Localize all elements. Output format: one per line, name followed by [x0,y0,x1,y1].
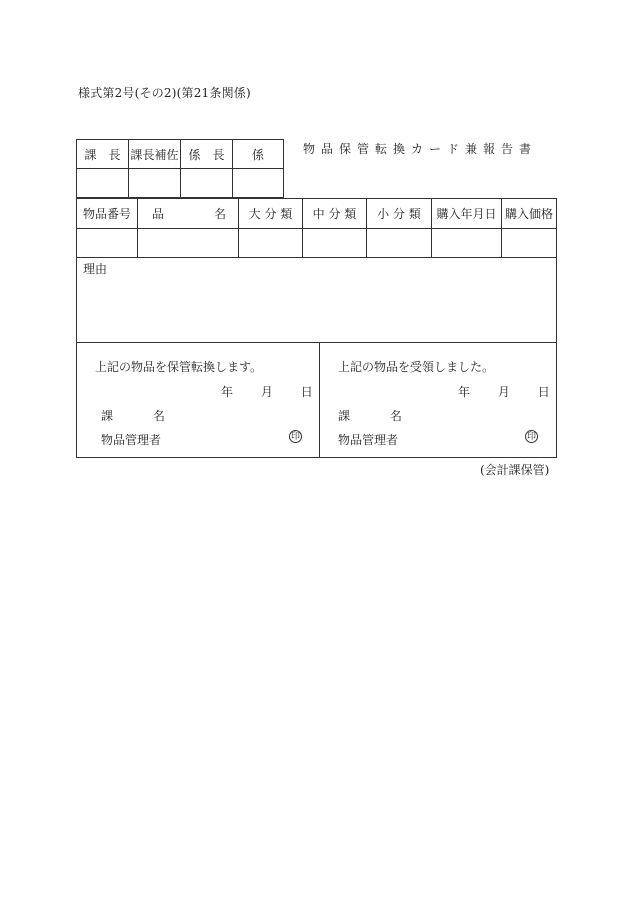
transfer-month-label: 月 [260,385,273,399]
table-row [77,228,556,258]
approval-stamp-assistant-chief[interactable] [129,169,181,197]
header-purchase-date: 購入年月日 [432,199,502,228]
approval-header-staff: 係 [233,140,283,169]
header-item-number: 物品番号 [77,199,138,228]
receipt-section-label-1: 課 [338,409,351,423]
approval-stamp-subsection-chief[interactable] [181,169,233,197]
table-header-row [77,199,556,229]
transfer-section-name [101,407,165,424]
department-note: (会計課保管) [480,463,550,477]
header-item-name-part2: 名 [214,207,227,221]
cell-major-category[interactable] [239,228,303,257]
cell-middle-category[interactable] [303,228,367,257]
transfer-year-label: 年 [221,385,234,399]
receipt-statement: 上記の物品を受領しました。 [338,360,495,374]
header-minor-category: 小 分 類 [367,199,432,228]
receipt-date [458,383,550,400]
document-title: 物品保管転換カード兼報告書 [303,142,538,156]
form-reference: 様式第2号(その2)(第21条関係) [78,86,251,100]
receipt-section-name [338,407,402,424]
approval-header-subsection-chief: 係 長 [181,140,233,169]
receipt-month-label: 月 [497,385,510,399]
receipt-section-label-2: 名 [389,409,402,423]
transfer-date [221,383,313,400]
transfer-day-label: 日 [300,385,313,399]
header-major-category: 大 分 類 [239,199,303,228]
transfer-receipt-area [77,343,556,457]
header-purchase-price: 購入価格 [504,207,553,221]
cell-purchase-price[interactable] [502,228,556,257]
transfer-section-label-1: 課 [101,409,114,423]
transfer-manager-label: 物品管理者 [101,433,162,447]
reason-label: 理由 [83,262,108,276]
cell-purchase-date[interactable] [432,228,502,257]
approval-stamp-staff[interactable] [233,169,283,197]
receipt-section [320,343,556,457]
header-item-name [138,199,239,228]
transfer-section-label-2: 名 [152,409,165,423]
transfer-statement: 上記の物品を保管転換します。 [95,360,263,374]
approval-header-assistant-chief: 課長補佐 [129,140,181,169]
cell-item-name[interactable] [138,228,239,257]
transfer-section [77,343,320,457]
receipt-manager-label: 物品管理者 [338,433,399,447]
item-transfer-table [76,198,557,458]
seal-icon: 印 [526,432,536,442]
approval-header-section-chief: 課 長 [77,140,129,169]
header-item-name-part1: 品 [152,207,165,221]
approval-stamp-section-chief[interactable] [77,169,129,197]
approval-table [76,139,284,198]
seal-icon: 印 [290,432,300,442]
header-middle-category: 中 分 類 [303,199,367,228]
receipt-day-label: 日 [537,385,550,399]
reason-field[interactable] [77,257,556,343]
receipt-year-label: 年 [458,385,471,399]
cell-item-number[interactable] [77,228,138,257]
cell-minor-category[interactable] [367,228,432,257]
